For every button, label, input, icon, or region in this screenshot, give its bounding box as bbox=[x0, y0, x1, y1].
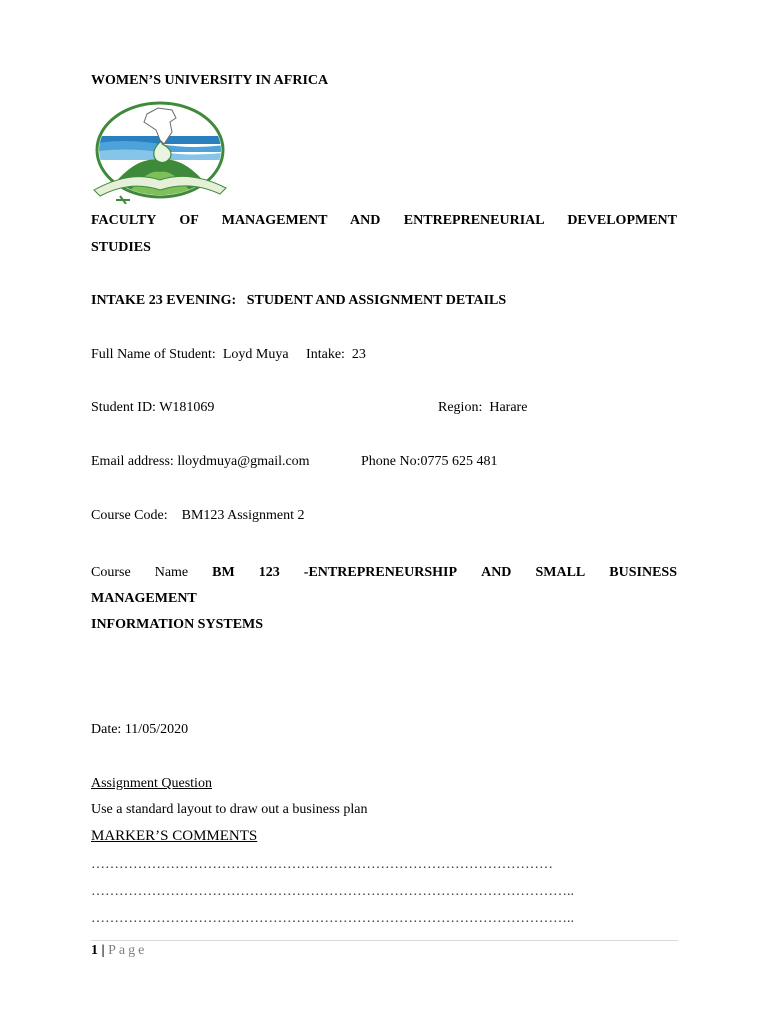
region-row bbox=[438, 399, 527, 417]
course-name-word: -ENTREPRENEURSHIP bbox=[303, 565, 458, 580]
footer-divider bbox=[91, 940, 678, 941]
email-label: Email address: bbox=[91, 454, 174, 469]
region-label: Region: bbox=[438, 400, 483, 415]
page-word: Page bbox=[108, 943, 148, 958]
course-name-word: BUSINESS bbox=[609, 565, 677, 580]
student-id-value: W181069 bbox=[159, 400, 215, 415]
date-value: 11/05/2020 bbox=[124, 722, 189, 737]
assignment-question-text: Use a standard layout to draw out a business plan bbox=[91, 802, 368, 817]
course-name-word: SMALL bbox=[535, 565, 586, 580]
intake-value: 23 bbox=[351, 347, 366, 362]
student-name-value: Loyd Muya bbox=[222, 347, 289, 362]
date-label: Date: bbox=[91, 722, 122, 737]
student-id-row bbox=[91, 399, 214, 417]
university-logo-icon bbox=[90, 100, 230, 204]
course-code-row bbox=[91, 507, 305, 525]
page-number: 1 bbox=[91, 943, 98, 958]
course-name-line3: INFORMATION SYSTEMS bbox=[91, 617, 264, 632]
comment-line-1: ……………………………………………………………………………………… bbox=[91, 857, 553, 872]
comment-line-3: ………………………………………………………………………………………….. bbox=[91, 911, 574, 926]
course-name-label-word2: Name bbox=[154, 565, 189, 580]
student-id-label: Student ID: bbox=[91, 400, 156, 415]
region-value: Harare bbox=[489, 400, 528, 415]
page-separator: | bbox=[101, 943, 105, 958]
university-name: WOMEN’S UNIVERSITY IN AFRICA bbox=[91, 73, 329, 88]
student-name-row bbox=[91, 346, 366, 364]
course-name-block bbox=[91, 560, 677, 638]
email-value: lloydmuya@gmail.com bbox=[177, 454, 310, 469]
intake-heading: INTAKE 23 EVENING: STUDENT AND ASSIGNMENT DETAILS bbox=[91, 293, 507, 308]
course-name-word: AND bbox=[481, 565, 512, 580]
phone-label: Phone No: bbox=[361, 454, 421, 469]
phone-value: 0775 625 481 bbox=[420, 454, 498, 469]
course-name-word: BM bbox=[212, 565, 235, 580]
date-row bbox=[91, 721, 188, 739]
page-footer bbox=[91, 942, 147, 960]
intake-label: Intake: bbox=[306, 347, 345, 362]
comment-line-2: ………………………………………………………………………………………….. bbox=[91, 884, 574, 899]
assignment-question-heading: Assignment Question bbox=[91, 776, 212, 791]
student-name-label: Full Name of Student: bbox=[91, 347, 216, 362]
faculty-name-line1: FACULTY OF MANAGEMENT AND ENTREPRENEURIAL DEVELOPMENT bbox=[91, 213, 677, 228]
email-row bbox=[91, 453, 310, 471]
faculty-name-line2: STUDIES bbox=[91, 240, 151, 255]
course-code-value: BM123 Assignment 2 bbox=[181, 508, 305, 523]
course-name-word: 123 bbox=[258, 565, 280, 580]
course-name-row bbox=[91, 560, 677, 586]
course-code-label: Course Code: bbox=[91, 508, 168, 523]
course-name-label-word1: Course bbox=[91, 565, 131, 580]
markers-comments-heading: MARKER’S COMMENTS bbox=[91, 828, 258, 844]
course-name-line2: MANAGEMENT bbox=[91, 591, 197, 606]
phone-row bbox=[361, 453, 498, 471]
